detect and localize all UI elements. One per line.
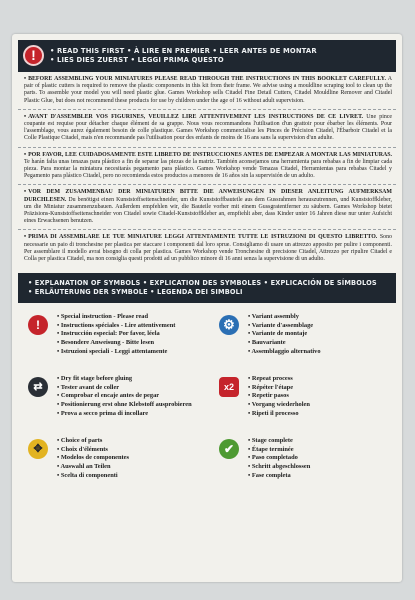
dry-fit-icon: ⇄	[28, 377, 48, 397]
symbol-text: • Étape terminée	[248, 446, 310, 455]
section-lead: AVANT D'ASSEMBLER VOS FIGURINES, VEUILLEZ LIRE ATTENTIVEMENT LES INSTRUCTIONS DE CE LIVRET.	[28, 113, 364, 120]
symbol-text: • Repetir pasos	[248, 392, 310, 401]
section-german: • VOR DEM ZUSAMMENBAU DER MINIATUREN BITTE DIE ANWEISUNGEN IN DIESER ANLEITUNG AUFMERKSAM DURCHLESEN. Du benötigst einen Kunststoffseitenschneider, um die Kunststoffbauteile aus dem Gussrahmen herauszutrennen, und Kunststoffkleber, um die Miniatur zusammenzubauen. Außerdem empfehlen wir, die Bauteile vorher mit einem Gussgratentferner zu säubern. Games Workshop bietet Präzisions-Kunststoffseitenschneider von Citadel sowie Citadel-Kunststoffkleber an, empfiehlt aber, dass Kinder unter 16 Jahren diese nur unter Aufsicht eines Erwachsenen benutzen.	[18, 185, 396, 230]
section-body: Te harán falta unas tenazas para plástico a fin de separar las piezas de la matriz. También aconsejamos una herramienta para rebabas a fin de limpiar cada pieza. Para montar la miniatura necesitarás pegamento para plástico. Games Workshop vende Tenazas Citadel, Herramientas para rebabas Citadel y Pegamento para plástico Citadel, pero no recomienda estos productos a menores de 16 años sin la supervisión de un adulto.	[24, 158, 392, 180]
gear-icon: ⚙	[219, 315, 239, 335]
section-lead: PRIMA DI ASSEMBLARE LE TUE MINIATURE LEGGI ATTENTAMENTE TUTTE LE ISTRUZIONI DI QUESTO LIBRETTO.	[28, 234, 378, 241]
symbol-text: • Positionierung erst ohne Klebstoff ausprobieren	[57, 401, 192, 410]
exclamation-icon: !	[23, 45, 44, 66]
repeat-x2-icon: x2	[219, 377, 239, 397]
section-lead: POR FAVOR, LEE CUIDADOSAMENTE ESTE LIBRETO DE INSTRUCCIONES ANTES DE EMPEZAR A MONTAR LAS MINIATURAS.	[28, 151, 392, 158]
symbols-banner	[18, 273, 396, 303]
symbol-text: • Paso completado	[248, 454, 310, 463]
symbol-text: • Vorgang wiederholen	[248, 401, 310, 410]
symbol-text: • Schritt abgeschlossen	[248, 463, 310, 472]
symbol-text: • Variante d'assemblage	[248, 322, 321, 331]
symbol-text: • Special instruction - Please read	[57, 313, 175, 322]
symbol-repeat-process	[209, 369, 396, 431]
instruction-sheet	[12, 34, 402, 582]
section-spanish: • POR FAVOR, LEE CUIDADOSAMENTE ESTE LIBRETO DE INSTRUCCIONES ANTES DE EMPEZAR A MONTAR LAS MINIATURAS. Te harán falta unas tenazas para plástico a fin de separar las piezas de la matriz. También aconsejamos una herramienta para rebabas a fin de limpiar cada pieza. Para montar la miniatura necesitarás pegamento para plástico. Games Workshop vende Tenazas Citadel, Herramientas para rebabas Citadel y Pegamento para plástico Citadel, pero no recomienda estos productos a menores de 16 años sin la supervisión de un adulto.	[18, 148, 396, 186]
symbols-banner-line-2: • ERLÄUTERUNG DER SYMBOLE • LEGENDA DEI SIMBOLI	[28, 288, 243, 297]
symbol-text: • Instructions spéciales - Lire attentivement	[57, 322, 175, 331]
section-body: Sono necessarie un paio di tronchesine per plastica per staccare i componenti dal loro sprue. Consigliamo di usare un attrezzo apposito per pulire i componenti. Per assemblare il modello avrai bisogno di colla per plastica. Games Workshop vende Tronchesine di precisione Citadel, Attrezzo per ripulire Citadel e Colla per plastica Citadel, ma non consiglia questi prodotti ad un pubblico minore di 16 anni senza la supervisione di un adulto.	[24, 234, 392, 263]
section-body: A pair of plastic cutters is required to remove the plastic components in this kit from their frame. We advise using a mouldline scraping tool to clean up the parts. To assemble your model you will need plastic glue. Games Workshop sells Citadel Fine Detail Cutters, Citadel Mouldline Remover and Citadel Plastic Glue, but does not recommend these products for use by children under the age of 16 without adult supervision.	[24, 76, 392, 104]
section-body: Du benötigst einen Kunststoffseitenschneider, um die Kunststoffbauteile aus dem Gussrahmen herauszutrennen, und Kunststoffkleber, um die Miniatur zusammenzubauen. Außerdem empfehlen wir, die Bauteile vorher mit einem Gussgratentferner zu säubern. Games Workshop bietet Präzisions-Kunststoffseitenschneider von Citadel sowie Citadel-Kunststoffkleber an, empfiehlt aber, dass Kinder unter 16 Jahren diese nur unter Aufsicht eines Erwachsenen benutzen.	[24, 196, 392, 225]
choice-of-parts-icon: ✥	[28, 439, 48, 459]
symbol-text: • Comprobar el encaje antes de pegar	[57, 392, 192, 401]
section-body: Une pince coupante est requise pour détacher chaque élément de sa grappe. Nous vous recommandons l'utilisation d'un grattoir pour ébarber les éléments. Pour l'assemblage, vous aurez également besoin de colle plastique. Games Workshop commercialise les Pinces de Précision Citadel, l'Ébarboir Citadel et la Colle Plastique Citadel, mais n'en recommande pas l'utilisation pour des enfants de moins de 16 ans sans la supervision d'un adulte.	[24, 113, 393, 142]
checkmark-icon: ✔	[219, 439, 239, 459]
read-first-line-1: • READ THIS FIRST • À LIRE EN PREMIER • LEER ANTES DE MONTAR	[50, 47, 317, 55]
symbol-text: • Dry fit stage before gluing	[57, 375, 192, 384]
section-italian: • PRIMA DI ASSEMBLARE LE TUE MINIATURE LEGGI ATTENTAMENTE TUTTE LE ISTRUZIONI DI QUESTO LIBRETTO. Sono necessarie un paio di tronchesine per plastica per staccare i componenti dal loro sprue. Consigliamo di usare un attrezzo apposito per pulire i componenti. Per assemblare il modello avrai bisogno di colla per plastica. Games Workshop vende Tronchesine di precisione Citadel, Attrezzo per ripulire Citadel e Colla per plastica Citadel, ma non consiglia questi prodotti ad un pubblico minore di 16 anni senza la supervisione di un adulto.	[24, 234, 392, 263]
symbol-special-instruction	[18, 307, 205, 369]
symbol-text: • Assemblaggio alternativo	[248, 348, 321, 357]
symbol-text: • Variante de montaje	[248, 330, 321, 339]
symbol-text: • Instrucción especial: Por favor, léela	[57, 330, 175, 339]
symbol-text: • Modelos de componentes	[57, 454, 129, 463]
symbols-legend	[18, 307, 396, 493]
symbol-stage-complete	[209, 431, 396, 493]
symbol-text: • Stage complete	[248, 437, 310, 446]
symbol-text: • Prova a secco prima di incollare	[57, 410, 192, 419]
symbol-variant-assembly	[209, 307, 396, 369]
symbol-text: • Choix d'éléments	[57, 446, 129, 455]
symbol-text: • Choice of parts	[57, 437, 129, 446]
warning-sections	[18, 72, 396, 267]
symbol-text: • Auswahl an Teilen	[57, 463, 129, 472]
section-lead: VOR DEM ZUSAMMENBAU DER MINIATUREN BITTE DIE ANWEISUNGEN IN DIESER ANLEITUNG AUFMERKSAM DURCHLESEN.	[24, 189, 392, 203]
symbol-text: • Ripeti il processo	[248, 410, 310, 419]
symbol-text: • Tester avant de coller	[57, 384, 192, 393]
exclamation-icon: !	[28, 315, 48, 335]
symbol-text: • Besondere Anweisung - Bitte lesen	[57, 339, 175, 348]
symbol-text: • Fase completa	[248, 472, 310, 481]
section-lead: BEFORE ASSEMBLING YOUR MINIATURES PLEASE READ THROUGH THE INSTRUCTIONS IN THIS BOOKLET CAREFULLY.	[28, 76, 386, 82]
symbol-text: • Istruzioni speciali - Leggi attentamente	[57, 348, 175, 357]
section-french: • AVANT D'ASSEMBLER VOS FIGURINES, VEUILLEZ LIRE ATTENTIVEMENT LES INSTRUCTIONS DE CE LIVRET. Une pince coupante est requise pour détacher chaque élément de sa grappe. Nous vous recommandons l'utilisation d'un grattoir pour ébarber les éléments. Pour l'assemblage, vous aurez également besoin de colle plastique. Games Workshop commercialise les Pinces de Précision Citadel, l'Ébarboir Citadel et la Colle Plastique Citadel, mais n'en recommande pas l'utilisation pour des enfants de moins de 16 ans sans la supervision d'un adulte.	[18, 110, 396, 148]
symbol-dry-fit	[18, 369, 205, 431]
symbol-text: • Bauvariante	[248, 339, 321, 348]
read-first-banner	[18, 40, 396, 72]
symbol-text: • Repeat process	[248, 375, 310, 384]
symbol-choice-of-parts	[18, 431, 205, 493]
read-first-line-2: • LIES DIES ZUERST • LEGGI PRIMA QUESTO	[50, 56, 224, 64]
symbol-text: • Répéter l'étape	[248, 384, 310, 393]
symbols-banner-line-1: • EXPLANATION OF SYMBOLS • EXPLICATION DES SYMBOLES • EXPLICACIÓN DE SÍMBOLOS	[28, 279, 377, 288]
symbol-text: • Scelta di componenti	[57, 472, 129, 481]
symbol-text: • Variant assembly	[248, 313, 321, 322]
section-english: • BEFORE ASSEMBLING YOUR MINIATURES PLEASE READ THROUGH THE INSTRUCTIONS IN THIS BOOKLET CAREFULLY. A pair of plastic cutters is required to remove the plastic components in this kit from their frame. We advise using a mouldline scraping tool to clean up the parts. To assemble your model you will need plastic glue. Games Workshop sells Citadel Fine Detail Cutters, Citadel Mouldline Remover and Citadel Plastic Glue, but does not recommend these products for use by children under the age of 16 without adult supervision.	[18, 72, 396, 110]
